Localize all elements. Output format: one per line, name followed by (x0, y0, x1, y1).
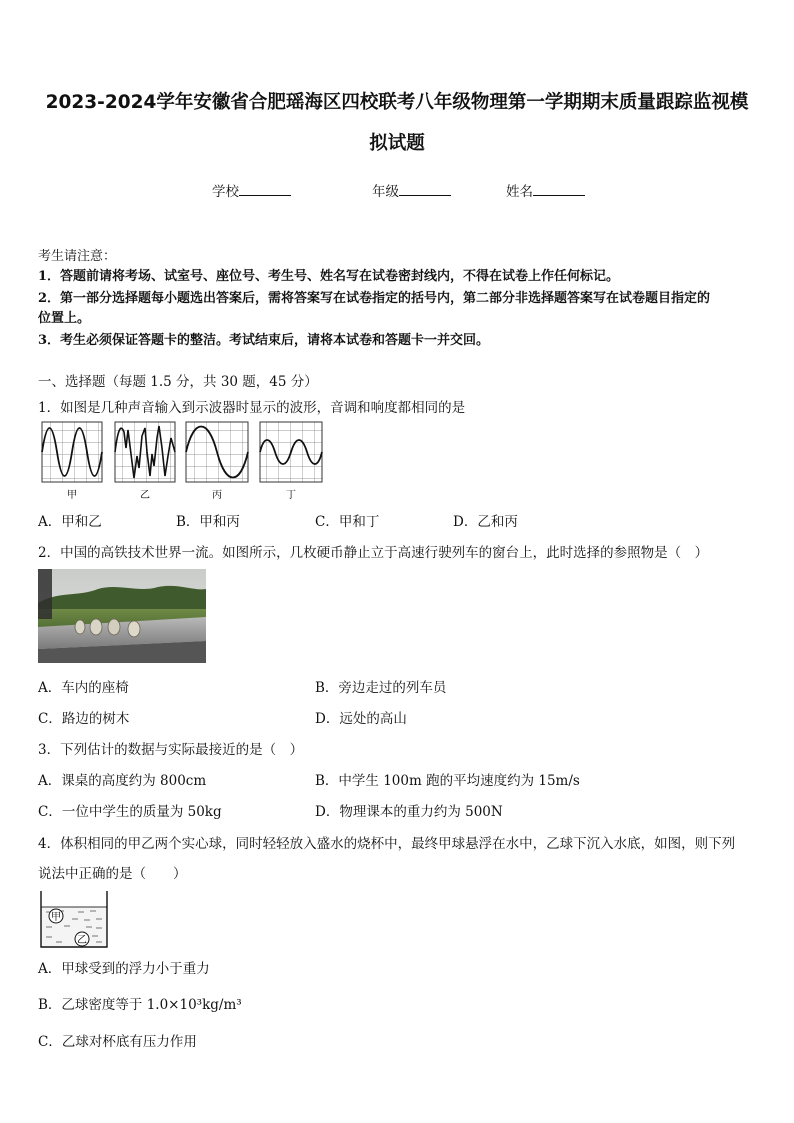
q3-stem: 3．下列估计的数据与实际最接近的是（ ） (38, 742, 304, 758)
q1-option-c[interactable]: C．甲和丁 (315, 514, 380, 530)
grade-field[interactable] (372, 180, 451, 200)
exam-title-line1: 2023-2024学年安徽省合肥瑶海区四校联考八年级物理第一学期期末质量跟踪监视模 (45, 92, 749, 113)
q4-option-a[interactable]: A．甲球受到的浮力小于重力 (38, 961, 210, 977)
q2-stem: 2．中国的高铁技术世界一流。如图所示，几枚硬币静止立于高速行驶列车的窗台上，此时选择的参照物是（ ） (38, 545, 709, 561)
q2-option-a[interactable]: A．车内的座椅 (38, 680, 129, 696)
waveform-jia (42, 422, 102, 482)
grade-blank[interactable] (399, 183, 451, 196)
q1-option-d[interactable]: D．乙和丙 (453, 514, 518, 530)
name-label: 姓名 (506, 184, 533, 200)
q2-option-c[interactable]: C．路边的树木 (38, 711, 130, 727)
notice-heading: 考生请注意： (38, 249, 117, 264)
label-jia: 甲 (67, 490, 77, 501)
ball-yi-label: 乙 (77, 935, 87, 946)
coin-3 (108, 619, 120, 635)
name-blank[interactable] (533, 183, 585, 196)
section-heading: 一、选择题（每题 1.5 分，共 30 题，45 分） (38, 374, 318, 390)
coin-4 (128, 621, 140, 637)
waveform-ding (260, 422, 322, 482)
q2-option-d[interactable]: D．远处的高山 (315, 711, 407, 727)
label-bing: 丙 (212, 490, 222, 501)
q1-oscilloscope-figure (38, 418, 328, 502)
notice-item-2b: 位置上。 (38, 311, 91, 326)
q3-option-d[interactable]: D．物理课本的重力约为 500N (315, 804, 503, 820)
notice-item-3: 3．考生必须保证答题卡的整洁。考试结束后，请将本试卷和答题卡一并交回。 (38, 333, 490, 348)
q1-option-a[interactable]: A．甲和乙 (38, 514, 102, 530)
q3-option-a[interactable]: A．课桌的高度约为 800cm (38, 773, 207, 789)
q4-stem-line2: 说法中正确的是（ ） (38, 866, 187, 882)
coin-2 (90, 619, 102, 635)
notice-item-1: 1．答题前请将考场、试室号、座位号、考生号、姓名写在试卷密封线内，不得在试卷上作任何标记。 (38, 269, 620, 284)
grade-label: 年级 (372, 184, 399, 200)
q1-option-b[interactable]: B．甲和丙 (176, 514, 240, 530)
q2-option-b[interactable]: B．旁边走过的列车员 (315, 680, 447, 696)
name-field[interactable] (506, 180, 585, 200)
label-yi: 乙 (140, 490, 150, 501)
label-ding: 丁 (286, 490, 296, 501)
waveform-bing (186, 422, 248, 482)
school-blank[interactable] (239, 183, 291, 196)
coin-1 (75, 620, 85, 634)
q4-stem-line1: 4．体积相同的甲乙两个实心球，同时轻轻放入盛水的烧杯中，最终甲球悬浮在水中，乙球下沉入水底，如图，则下列 (38, 836, 736, 852)
q3-option-c[interactable]: C．一位中学生的质量为 50kg (38, 804, 222, 820)
q1-stem: 1．如图是几种声音输入到示波器时显示的波形，音调和响度都相同的是 (38, 400, 466, 416)
exam-title-line2: 拟试题 (369, 133, 425, 154)
ball-jia-label: 甲 (51, 912, 61, 923)
notice-item-2a: 2．第一部分选择题每小题选出答案后，需将答案写在试卷指定的括号内，第二部分非选择题答案写在试卷题目指定的 (38, 291, 711, 306)
school-label: 学校 (212, 184, 239, 200)
q4-option-b[interactable]: B．乙球密度等于 1.0×10³kg/m³ (38, 997, 242, 1013)
q4-option-c[interactable]: C．乙球对杯底有压力作用 (38, 1034, 197, 1050)
q4-beaker-figure (38, 889, 110, 949)
school-field[interactable] (212, 180, 291, 200)
waveform-yi (115, 422, 175, 482)
q2-train-window-photo (38, 569, 206, 663)
q3-option-b[interactable]: B．中学生 100m 跑的平均速度约为 15m/s (315, 773, 580, 789)
